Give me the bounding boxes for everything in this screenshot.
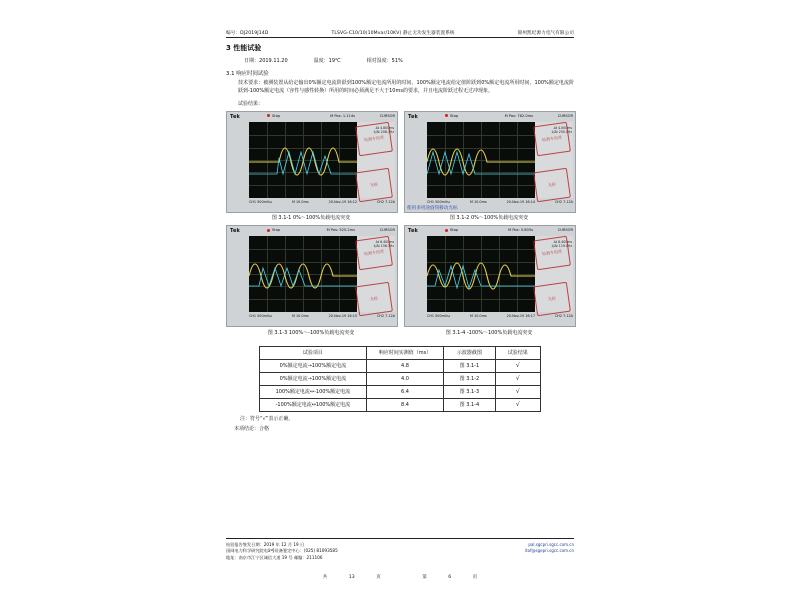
cell-figure: 图 3.1-4 xyxy=(444,398,495,411)
col-result: 试验结果 xyxy=(495,346,540,359)
capture-date: 20-Nov-19 16:12 xyxy=(328,199,358,204)
cell-test-item: 0%额定电流→100%额定电流 xyxy=(260,359,367,372)
oscilloscope-screenshot xyxy=(226,111,398,213)
current-prefix: 第 xyxy=(422,575,427,580)
timebase-readout: M 10.0ms xyxy=(292,199,309,204)
timebase-readout: M 10.0ms xyxy=(470,199,487,204)
freq-value: 1/Δt 208.3Hz xyxy=(373,129,394,134)
waveform-trace xyxy=(427,236,535,312)
temperature-value: 19℃ xyxy=(328,58,341,64)
cursor-stamp-icon: 光标 xyxy=(533,282,571,316)
stop-icon xyxy=(445,114,448,117)
ch2-readout: CH2 7.12A xyxy=(554,314,573,318)
cursor-menu-label: CURSOR xyxy=(379,228,395,232)
freq-value: 1/Δt 156.3Hz xyxy=(373,244,394,248)
waveform-grid xyxy=(427,236,535,312)
cell-figure: 图 3.1-1 xyxy=(444,359,495,372)
m-pos-readout: M Pos: 525.2ms xyxy=(326,228,355,232)
humidity-label: 相对湿度： xyxy=(366,58,392,64)
date-value: 2019.11.20 xyxy=(259,58,288,64)
cell-response-time: 8.4 xyxy=(366,398,443,411)
cell-test-item: 100%额定电流↔-100%额定电流 xyxy=(260,385,367,398)
cell-response-time: 4.8 xyxy=(366,359,443,372)
date-field xyxy=(244,57,288,64)
ch2-readout: CH2 7.12A xyxy=(376,199,395,204)
cell-result: √ xyxy=(495,398,540,411)
run-status-label: Stop xyxy=(450,113,459,118)
figure-caption: 图 3.1-3 100%～-100%负载电流突变 xyxy=(267,329,355,336)
oscilloscope-screenshot xyxy=(404,111,576,213)
header-company: 锦州凯纪源力电气有限公司 xyxy=(517,31,574,36)
tek-logo: Tek xyxy=(408,113,419,120)
run-status xyxy=(445,228,458,232)
freq-value: 1/Δt 119.0Hz xyxy=(551,244,572,248)
run-status xyxy=(267,228,280,232)
stop-icon xyxy=(267,114,270,117)
humidity-value: 51% xyxy=(391,58,403,64)
cell-result: √ xyxy=(495,359,540,372)
capture-date: 20-Nov-19 16:15 xyxy=(328,314,358,318)
date-label: 日期： xyxy=(244,58,260,64)
ch1-readout: CH1 500mVω xyxy=(249,314,273,318)
cell-response-time: 4.0 xyxy=(366,372,443,385)
delta-t-value: Δt 4.000ms xyxy=(553,125,572,130)
cell-response-time: 6.4 xyxy=(366,385,443,398)
document-body xyxy=(226,30,574,432)
cursor-stamp-icon: 光标 xyxy=(355,167,393,201)
page-number-bar xyxy=(226,574,574,580)
m-pos-readout: M Pos: 762.0ms xyxy=(504,113,533,118)
current-page xyxy=(412,575,487,580)
table-row xyxy=(260,398,541,411)
cell-result: √ xyxy=(495,372,540,385)
cell-figure: 图 3.1-2 xyxy=(444,372,495,385)
footer-issue-date: 检验报告签发日期：2019 年 12 月 19 日 xyxy=(226,542,305,547)
tek-logo: Tek xyxy=(230,228,241,234)
section-title: 3 性能试验 xyxy=(226,44,262,52)
run-status xyxy=(267,114,280,118)
capture-date: 20-Nov-19 16:14 xyxy=(506,199,536,204)
document-footer xyxy=(226,538,574,561)
temperature-label: 温度： xyxy=(313,58,329,64)
bottom-readout-bar xyxy=(427,200,573,204)
total-value: 13 xyxy=(348,575,355,580)
inspection-stamp-icon: 检测专用章 xyxy=(355,121,393,155)
table-row xyxy=(260,359,541,372)
cell-result: √ xyxy=(495,385,540,398)
cursor-menu-label: CURSOR xyxy=(557,228,573,232)
footer-website[interactable]: pal.sgcpri.sgcc.com.cn xyxy=(528,542,574,547)
delta-t-value: Δt 6.400ms xyxy=(375,240,394,244)
capture-date: 20-Nov-19 16:17 xyxy=(506,314,536,318)
humidity-field xyxy=(367,57,403,64)
bottom-readout-bar xyxy=(249,314,395,318)
figure-caption: 图 3.1-4 -100%～100%负载电流突变 xyxy=(445,329,533,336)
waveform-trace xyxy=(427,122,535,198)
temperature-field xyxy=(314,57,341,64)
delta-t-value: Δt 4.800ms xyxy=(375,125,394,130)
figure-cell xyxy=(226,225,396,338)
table-row xyxy=(260,385,541,398)
ch1-readout: CH1 500mVω xyxy=(249,199,273,204)
total-suffix: 页 xyxy=(376,575,381,580)
ch1-readout: CH1 500mVω xyxy=(427,199,451,204)
footer-email[interactable]: itof@sgepri.sgcc.com.cn xyxy=(524,548,574,553)
total-prefix: 共 xyxy=(322,575,328,580)
col-figure: 示波器截图 xyxy=(444,346,495,359)
cursor-stamp-icon: 光标 xyxy=(355,282,393,316)
m-pos-readout: M Pos: 1.114s xyxy=(330,113,355,118)
figure-cell xyxy=(404,111,574,224)
conclusion-text: 本项结论：合格 xyxy=(234,425,270,432)
run-status xyxy=(445,114,458,118)
footer-left xyxy=(226,542,456,561)
oscilloscope-screenshot xyxy=(404,225,576,327)
run-status-label: Stop xyxy=(272,113,281,118)
delta-t-value: Δt 8.400ms xyxy=(553,240,572,244)
current-suffix: 页 xyxy=(472,575,478,580)
inspection-stamp-icon: 检测专用章 xyxy=(533,121,571,155)
table-note: 注：符号“√”表示正确。 xyxy=(240,415,294,422)
cursor-menu-label: CURSOR xyxy=(379,113,395,118)
stop-icon xyxy=(445,229,448,232)
test-conditions xyxy=(226,57,574,64)
timebase-readout: M 10.0ms xyxy=(292,314,309,318)
oscilloscope-screenshot xyxy=(226,225,398,327)
cursor-stamp-icon: 光标 xyxy=(533,167,571,201)
run-status-label: Stop xyxy=(272,228,281,232)
subsection-title: 3.1 响应时间试验 xyxy=(226,71,269,77)
timebase-readout: M 10.0ms xyxy=(470,314,487,318)
handwritten-note: 使用多用途旋钮移动光标 xyxy=(407,205,458,211)
waveform-trace xyxy=(249,122,357,198)
waveform-grid xyxy=(249,236,357,312)
inspection-stamp-icon: 检测专用章 xyxy=(533,236,571,270)
cell-figure: 图 3.1-3 xyxy=(444,385,495,398)
waveform-grid xyxy=(427,122,535,198)
table-header-row xyxy=(260,346,541,359)
m-pos-readout: M Pos: 5.805s xyxy=(508,228,533,232)
cursor-menu-label: CURSOR xyxy=(557,113,573,118)
freq-value: 1/Δt 250.0Hz xyxy=(551,129,572,134)
run-status-label: Stop xyxy=(450,228,459,232)
stop-icon xyxy=(267,229,270,232)
footer-contact xyxy=(525,542,574,561)
footer-address: 地址：南京市江宁区诚信大道 19 号 邮编：211106 xyxy=(226,554,323,560)
table-row xyxy=(260,372,541,385)
oscilloscope-figures xyxy=(226,111,574,340)
document-header xyxy=(226,30,574,38)
figure-caption: 图 3.1-1 0%～100%负载电流突变 xyxy=(271,215,351,221)
tek-logo: Tek xyxy=(230,113,241,120)
figure-cell xyxy=(404,225,574,338)
ch2-readout: CH2 7.12A xyxy=(554,199,573,204)
total-pages xyxy=(313,575,392,580)
cell-test-item: -100%额定电流↔100%额定电流 xyxy=(260,398,367,411)
header-title: TLSVG-C10/10(10Mvar/10KV) 静止无功发生器装置系统 xyxy=(331,31,455,36)
figure-cell xyxy=(226,111,396,224)
waveform-grid xyxy=(249,122,357,198)
result-label: 试验结果： xyxy=(238,100,264,107)
waveform-trace xyxy=(249,236,357,312)
ch2-readout: CH2 7.12A xyxy=(376,314,395,318)
results-table xyxy=(259,346,541,412)
technical-requirement: 技术要求：被测装置从给定输出0%额定电流阶跃到100%额定电流所用的时间、100%额定电流给定值阶跃到0%额定电流所用时间、100%额定电流阶跃到-100%额定电流（容性与感性转换）所用的时间必须满足不大于10ms的要求，并且电流阶跃过程无过冲现象。 xyxy=(238,80,574,94)
col-test-item: 试验项目 xyxy=(260,346,367,359)
bottom-readout-bar xyxy=(249,200,395,204)
col-response-time: 响应时间实测值（ms） xyxy=(366,346,443,359)
bottom-readout-bar xyxy=(427,314,573,318)
figure-caption: 图 3.1-2 0%～100%负载电流突变 xyxy=(449,215,529,221)
header-doc-no: 编号：DJ2019J14D xyxy=(226,31,269,36)
tek-logo: Tek xyxy=(408,228,419,234)
inspection-stamp-icon: 检测专用章 xyxy=(355,236,393,270)
footer-institute: 国网电力科学研究院电äº§设备鉴定中心：(025) 81093585 xyxy=(226,548,338,554)
ch1-readout: CH1 500mVω xyxy=(427,314,451,318)
current-value: 6 xyxy=(448,575,452,580)
cell-test-item: 0%额定电流→100%额定电流 xyxy=(260,372,367,385)
